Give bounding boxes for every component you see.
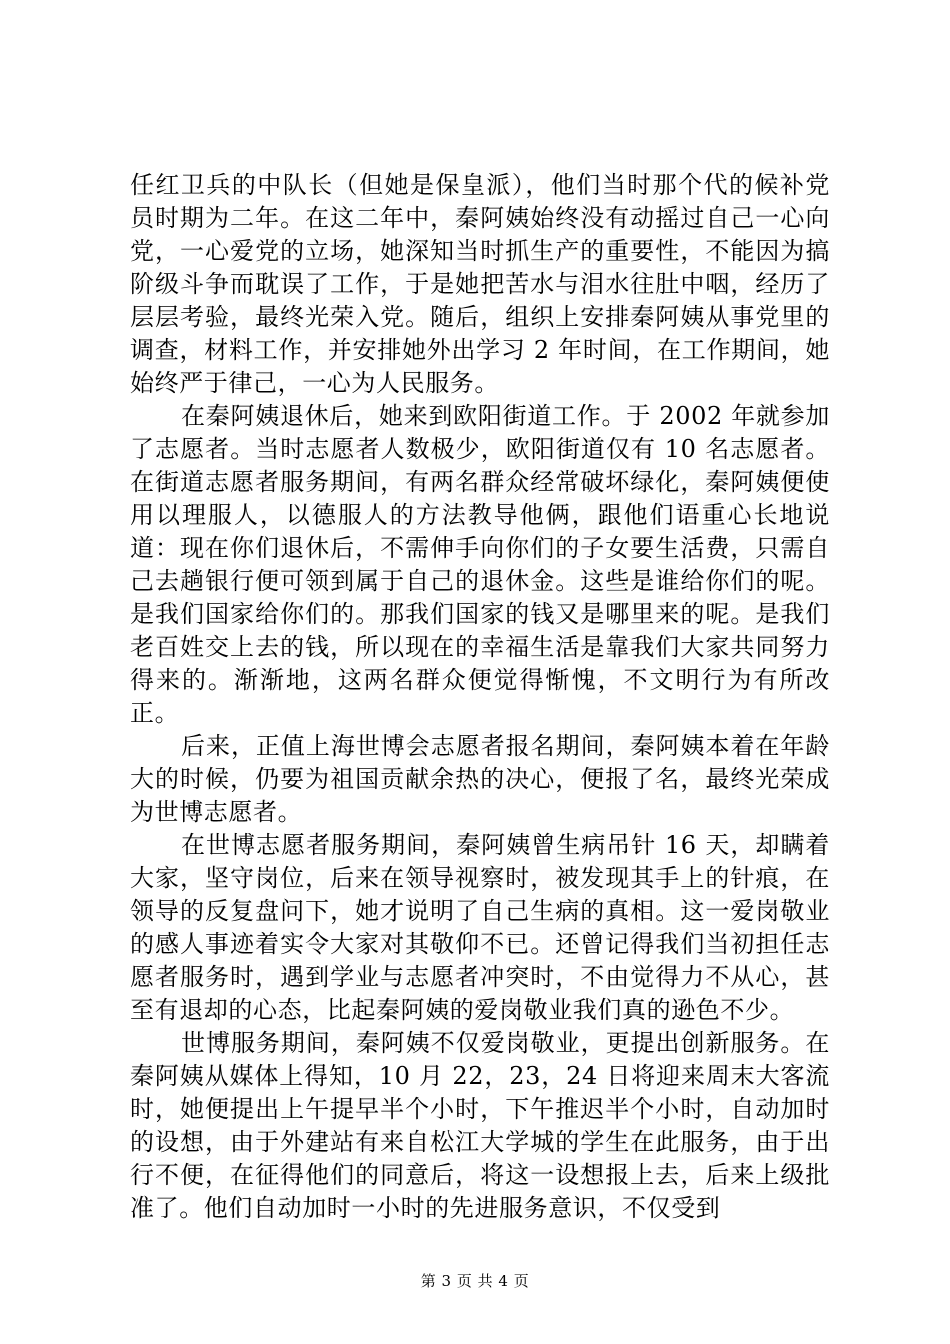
paragraph-1: 任红卫兵的中队长（但她是保皇派），他们当时那个代的候补党员时期为二年。在这二年中，秦阿姨始终没有动摇过自己一心向党，一心爱党的立场，她深知当时抓生产的重要性，不能因为搞阶级斗争而耽误了工作，于是她把苦水与泪水往肚中咽，经历了层层考验，最终光荣入党。随后，组织上安排秦阿姨从事党里的调查，材料工作，并安排她外出学习 2 年时间，在工作期间，她始终严于律己，一心为人民服务。 (130, 171, 830, 397)
paragraph-3: 后来，正值上海世博会志愿者报名期间，秦阿姨本着在年龄大的时候，仍要为祖国贡献余热的决心，便报了名，最终光荣成为世博志愿者。 (130, 732, 830, 826)
paragraph-4: 在世博志愿者服务期间，秦阿姨曾生病吊针 16 天，却瞒着大家，坚守岗位，后来在领导视察时，被发现其手上的针痕，在领导的反复盘问下，她才说明了自己生病的真相。这一爱岗敬业的感人事迹着实令大家对其敬仰不已。还曾记得我们当初担任志愿者服务时，遇到学业与志愿者冲突时，不由觉得力不从心，甚至有退却的心态，比起秦阿姨的爱岗敬业我们真的逊色不少。 (130, 831, 830, 1024)
page-number-footer: 第 3 页 共 4 页 (420, 1272, 530, 1290)
document-body (130, 169, 830, 1225)
paragraph-5: 世博服务期间，秦阿姨不仅爱岗敬业，更提出创新服务。在秦阿姨从媒体上得知，10 月 22，23，24 日将迎来周末大客流时，她便提出上午提早半个小时，下午推迟半个小时，自动加时的设想，由于外建站有来自松江大学城的学生在此服务，由于出行不便，在征得他们的同意后，将这一设想报上去，后来上级批准了。他们自动加时一小时的先进服务意识，不仅受到 (130, 1029, 830, 1222)
paragraph-2: 在秦阿姨退休后，她来到欧阳街道工作。于 2002 年就参加了志愿者。当时志愿者人数极少，欧阳街道仅有 10 名志愿者。在街道志愿者服务期间，有两名群众经常破坏绿化，秦阿姨便使用以理服人，以德服人的方法教导他俩，跟他们语重心长地说道：现在你们退休后，不需伸手向你们的子女要生活费，只需自己去趟银行便可领到属于自己的退休金。这些是谁给你们的呢。是我们国家给你们的。那我们国家的钱又是哪里来的呢。是我们老百姓交上去的钱，所以现在的幸福生活是靠我们大家共同努力得来的。渐渐地，这两名群众便觉得惭愧，不文明行为有所改正。 (130, 402, 830, 727)
